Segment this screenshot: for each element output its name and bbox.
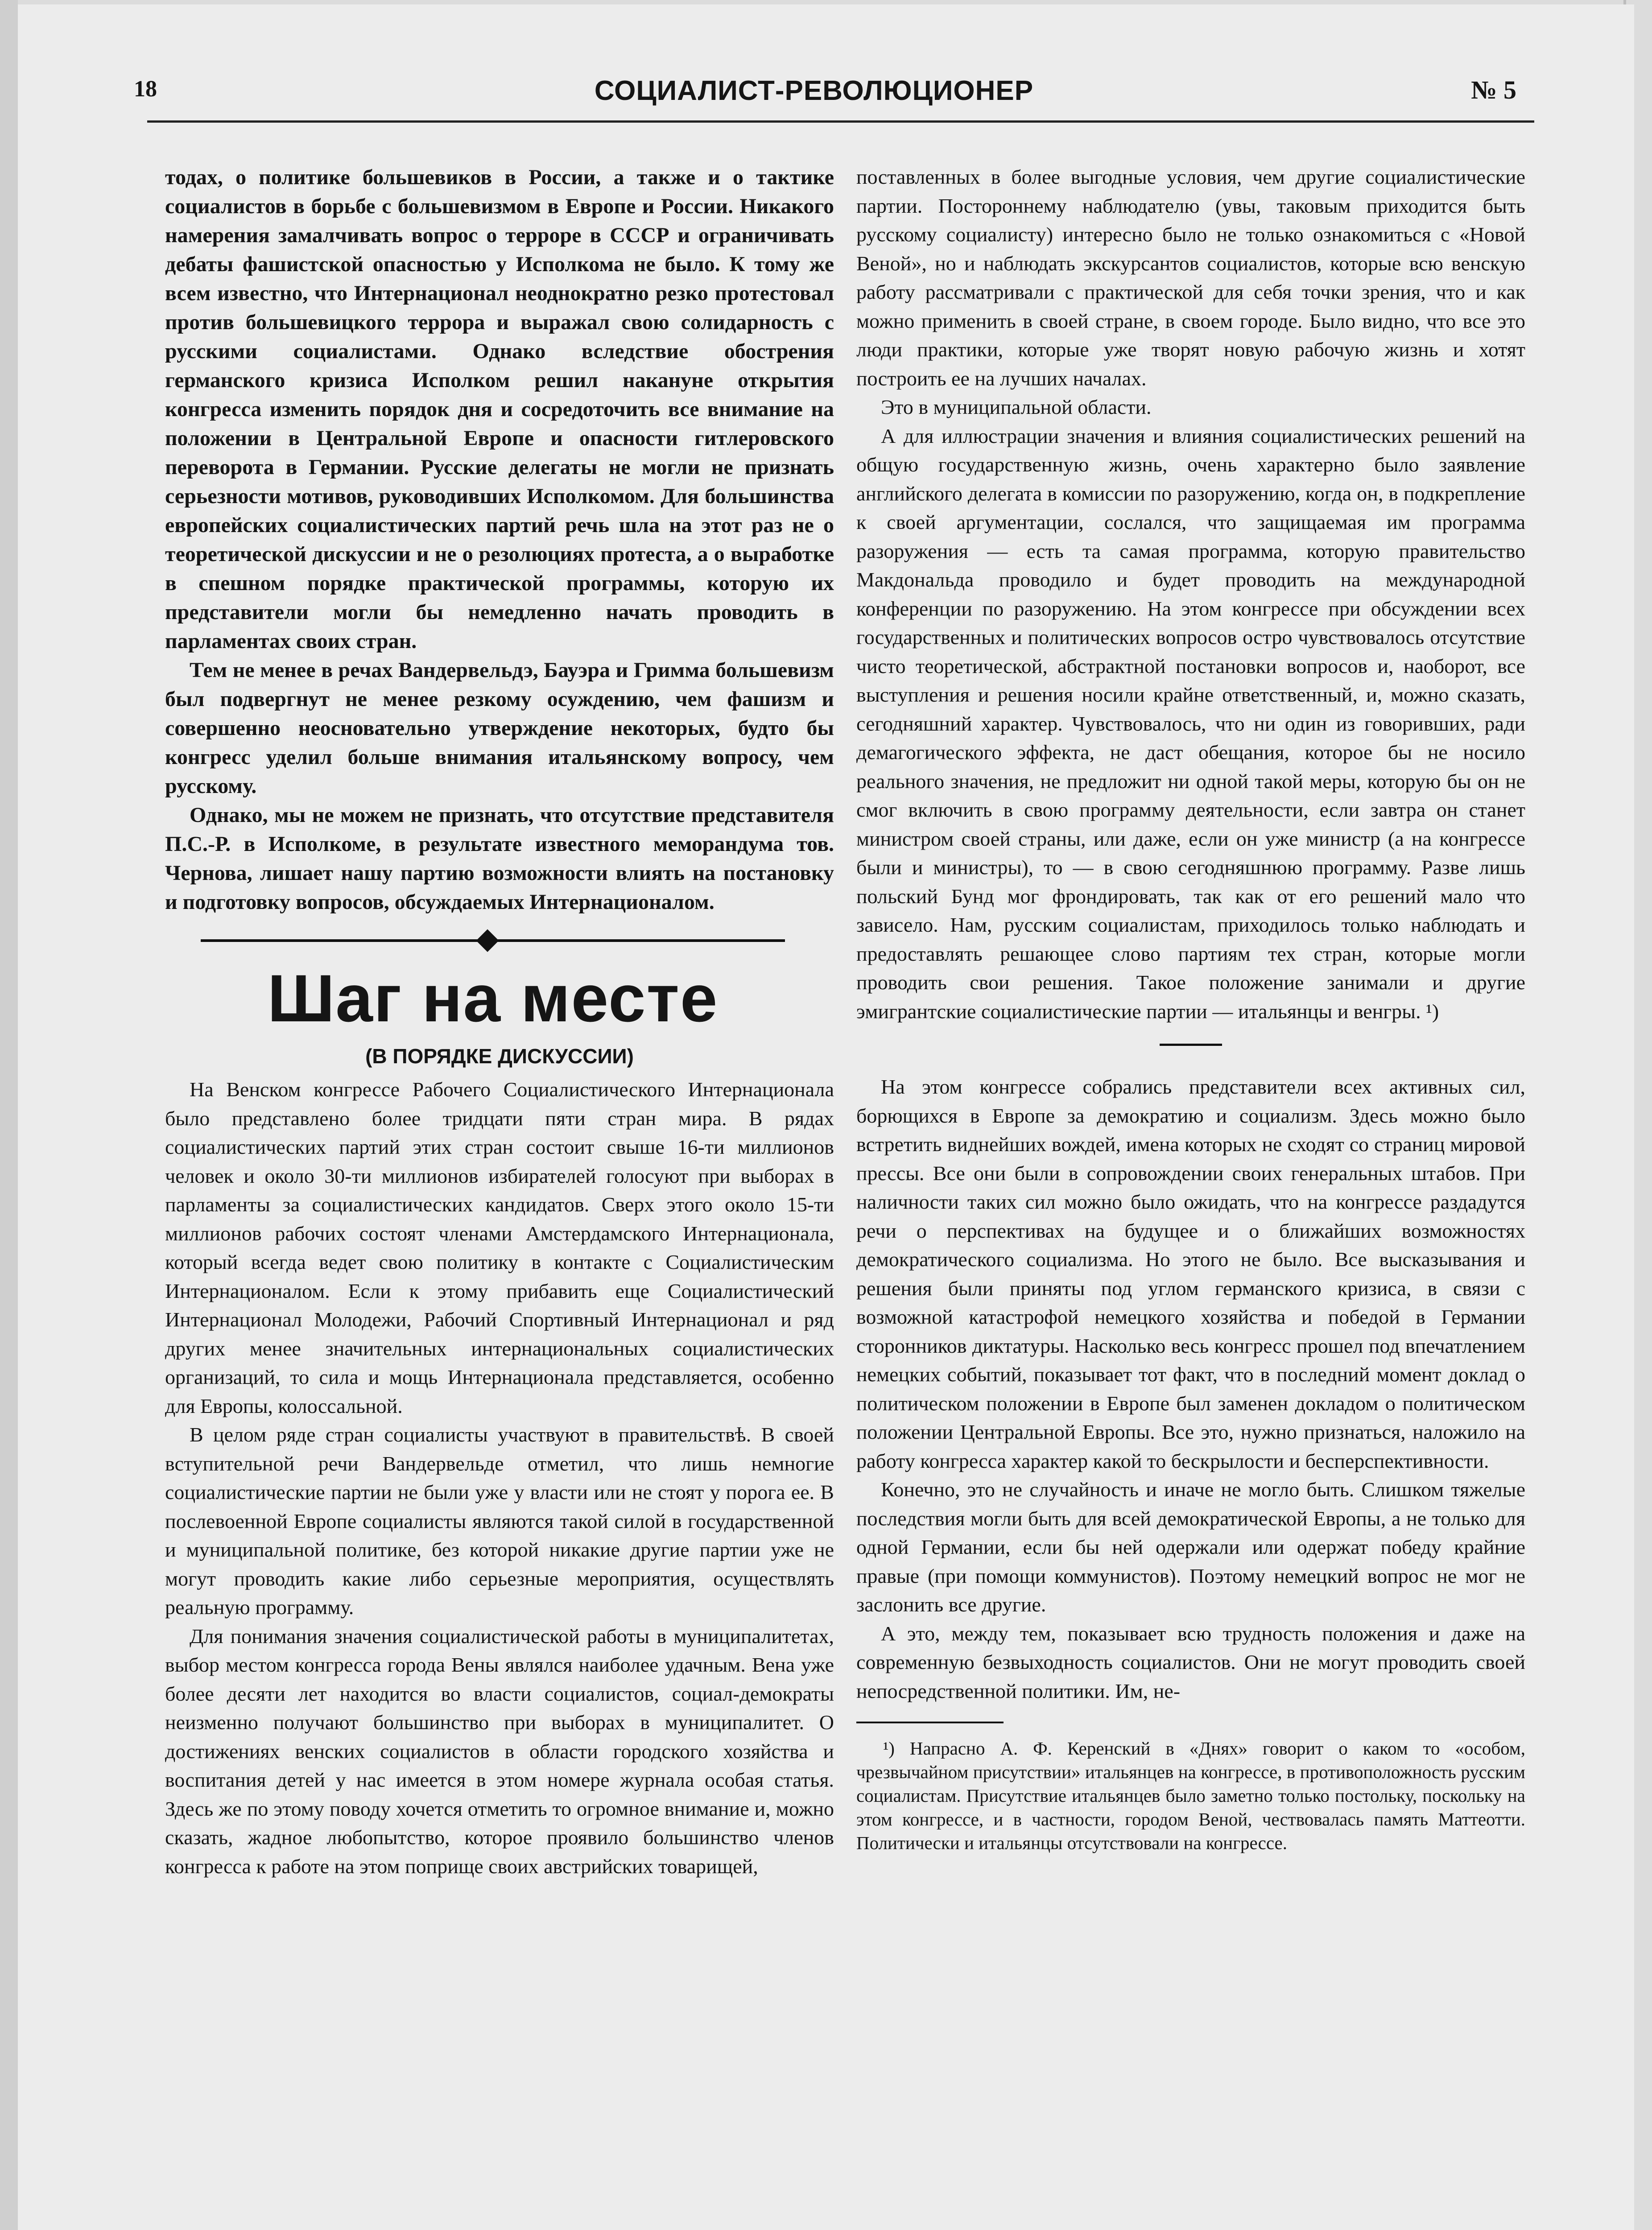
- paragraph: В целом ряде стран социалисты участвуют в правительствѣ. В своей вступительной речи Вандервельде отметил, что лишь немногие социалистические партии не были уже у власти или не стоят у порога ее. В послевоенной Европе социалисты являются такой силой в государственной и муниципальной политике, без которой никакие другие партии уже не могут проводить какие либо серьезные мероприятия, осуществлять реальную программу.: [165, 1423, 834, 1619]
- article-body: [165, 1075, 834, 1881]
- paragraph: поставленных в более выгодные условия, чем другие социалистические партии. Постороннему наблюдателю (увы, таковым приходится быть русскому социалисту) интересно было не только ознакомиться с «Новой Веной», но и наблюдать экскурсантов социалистов, которые всю венскую работу рассматривали с практической для себя точки зрения, что и как можно применить в своей стране, в своем городе. Было видно, что все это люди практики, которые уже творят новую рабочую жизнь и хотят построить ее на лучших началах.: [856, 165, 1525, 390]
- publication-title: СОЦИАЛИСТ-РЕВОЛЮЦИОНЕР: [594, 75, 1034, 106]
- paragraph: Это в муниципальной области.: [881, 396, 1152, 418]
- section-divider: [1160, 1044, 1222, 1046]
- article-separator: [201, 929, 785, 951]
- header-rule: [147, 120, 1534, 123]
- paragraph: Тем не менее в речах Вандервельдэ, Бауэра и Гримма большевизм был подвергнут не менее резкому осуждению, чем фашизм и совершенно неосновательно утверждение некоторых, будто бы конгресс уделил больше внимания итальянскому вопросу, чем русскому.: [165, 658, 834, 798]
- paragraph: На Венском конгрессе Рабочего Социалистического Интернационала было представлено более тридцати пяти стран мира. В рядах социалистических партий этих стран состоит свыше 16-ти миллионов человек и около 30-ти миллионов избирателей голосуют при выборах в парламенты за социалистических кандидатов. Сверх этого около 15-ти миллионов рабочих состоят членами Амстердамского Интернационала, который всегда ведет свою политику в контакте с Социалистическим Интернационалом. Если к этому прибавить еще Социалистический Интернационал Молодежи, Рабочий Спортивный Интернационал и ряд других менее значительных интернациональных социалистических организаций, то сила и мощь Интернационала представляется, особенно для Европы, колоссальной.: [165, 1078, 834, 1417]
- paragraph: А для иллюстрации значения и влияния социалистических решений на общую государственную жизнь, очень характерно было заявление английского делегата в комиссии по разоружению, когда он, в подкрепление к своей аргументации, сослался, что защищаемая им программа разоружения — есть та самая программа, которую правительство Макдональда проводило и будет проводить на международной конференции по разоружению. На этом конгрессе при обсуждении всех государственных и политических вопросов остро чувствовалось отсутствие чисто теоретической, абстрактной постановки вопросов и, наоборот, все выступления и решения носили крайне ответственный, и, можно сказать, сегодняшний характер. Чувствовалось, что ни один из говоривших, ради демагогического эффекта, не даст обещания, которое бы не носило реального значения, не предложит ни одной такой меры, которую бы он не смог включить в свою программу деятельности, если завтра он станет министром своей страны, или даже, если он уже министр (а на конгрессе были и министры), то — в свою сегодняшнюю программу. Разве лишь польский Бунд мог фрондировать, так как от его решений мало что зависело. Нам, русским социалистам, приходилось только наблюдать и предоставлять решающее слово партиям тех стран, которые могли проводить свои решения. Такое положение занимали и другие эмигрантские социалистические партии — итальянцы и венгры. ¹): [856, 424, 1525, 1023]
- paragraph: А это, между тем, показывает всю трудность положения и даже на современную безвыходность социалистов. Они не могут проводить своей непосредственной политики. Им, не-: [856, 1622, 1525, 1702]
- paragraph: Однако, мы не можем не признать, что отсутствие представителя П.С.-Р. в Исполкоме, в результате известного меморандума тов. Чернова, лишает нашу партию возможности влиять на постановку и подготовку вопросов, обсуждаемых Интернационалом.: [165, 803, 834, 914]
- footnote-text: ¹) Напрасно А. Ф. Керенский в «Днях» говорит о каком то «особом, чрезвычайном присутствии» итальянцев на конгрессе, в противоположность русским социалистам. Присутствие итальянцев было заметно только постольку, поскольку на этом конгрессе, и в частности, городом Веной, чествовалась память Маттеотти. Политически и итальянцы отсутствовали на конгрессе.: [856, 1738, 1525, 1853]
- article-subtitle: (В ПОРЯДКЕ ДИСКУССИИ): [365, 1045, 634, 1068]
- paragraph: На этом конгрессе собрались представители всех активных сил, борющихся в Европе за демократию и социализм. Здесь можно было встретить виднейших вождей, имена которых не сходят со страниц мировой прессы. Все они были в сопровождении своих генеральных штабов. При наличности таких сил можно было ожидать, что на конгрессе раздадутся речи о перспективах на будущее и о ближайших возможностях демократического социализма. Но этого не было. Все высказывания и решения были приняты под углом германского кризиса, в связи с возможной катастрофой немецкого хозяйства и победой в Германии сторонников диктатуры. Насколько весь конгресс прошел под впечатлением немецких событий, показывает тот факт, что в последний момент доклад о политическом положении в Европе был заменен докладом о политическом положении Центральной Европы. Все это, нужно признаться, наложило на работу конгресса характер какой то бескрылости и бесперспективности.: [856, 1075, 1525, 1472]
- paragraph: Конечно, это не случайность и иначе не могло быть. Слишком тяжелые последствия могли быть для всей демократической Европы, а не только для одной Германии, если бы ней одержали или одержат победу крайние правые (при помощи коммунистов). Поэтому немецкий вопрос не мог не заслонить все другие.: [856, 1478, 1525, 1616]
- newspaper-page: [18, 4, 1634, 2230]
- left-column: [165, 163, 834, 1881]
- paragraph: Для понимания значения социалистической работы в муниципалитетах, выбор местом конгресса города Вены являлся наиболее удачным. Вена уже более десяти лет находится во власти социалистов, социал-демократы неизменно получают большинство при выборах в муниципалитет. О достижениях венских социалистов в области городского хозяйства и воспитания детей у нас имеется в этом номере журнала особая статья. Здесь же по этому поводу хочется отметить то огромное внимание и, можно сказать, жадное любопытство, которое проявило большинство членов конгресса к работе на этом поприще своих австрийских товарищей,: [165, 1624, 834, 1878]
- issue-number: № 5: [1471, 75, 1516, 104]
- footnote-rule: [856, 1722, 1004, 1723]
- separator-diamond: [476, 929, 499, 952]
- previous-article-ending: [165, 163, 834, 917]
- footnote: [856, 1737, 1525, 1855]
- article-title: Шаг на месте: [267, 961, 719, 1036]
- scan-edge: [0, 0, 18, 2230]
- right-column: [856, 163, 1525, 1855]
- running-header: [112, 67, 1516, 107]
- paragraph: тодах, о политике большевиков в России, а также и о тактике социалистов в борьбе с большевизмом в Европе и России. Никакого намерения замалчивать вопрос о терроре в СССР и ограничивать дебаты фашистской опасностью у Исполкома не было. К тому же всем известно, что Интернационал неоднократно резко протестовал против большевицкого террора и выражал свою солидарность с русскими социалистами. Однако вследствие обострения германского кризиса Исполком решил накануне открытия конгресса изменить порядок дня и сосредоточить все внимание на положении в Центральной Европе и опасности гитлеровского переворота в Германии. Русские делегаты не могли не признать серьезности мотивов, руководивших Исполкомом. Для большинства европейских социалистических партий речь шла на этот раз не о теоретической дискуссии и не о резолюциях протеста, а о выработке в спешном порядке практической программы, которую их представители могли бы немедленно начать проводить в парламентах своих стран.: [165, 165, 834, 653]
- page-number: 18: [134, 76, 157, 102]
